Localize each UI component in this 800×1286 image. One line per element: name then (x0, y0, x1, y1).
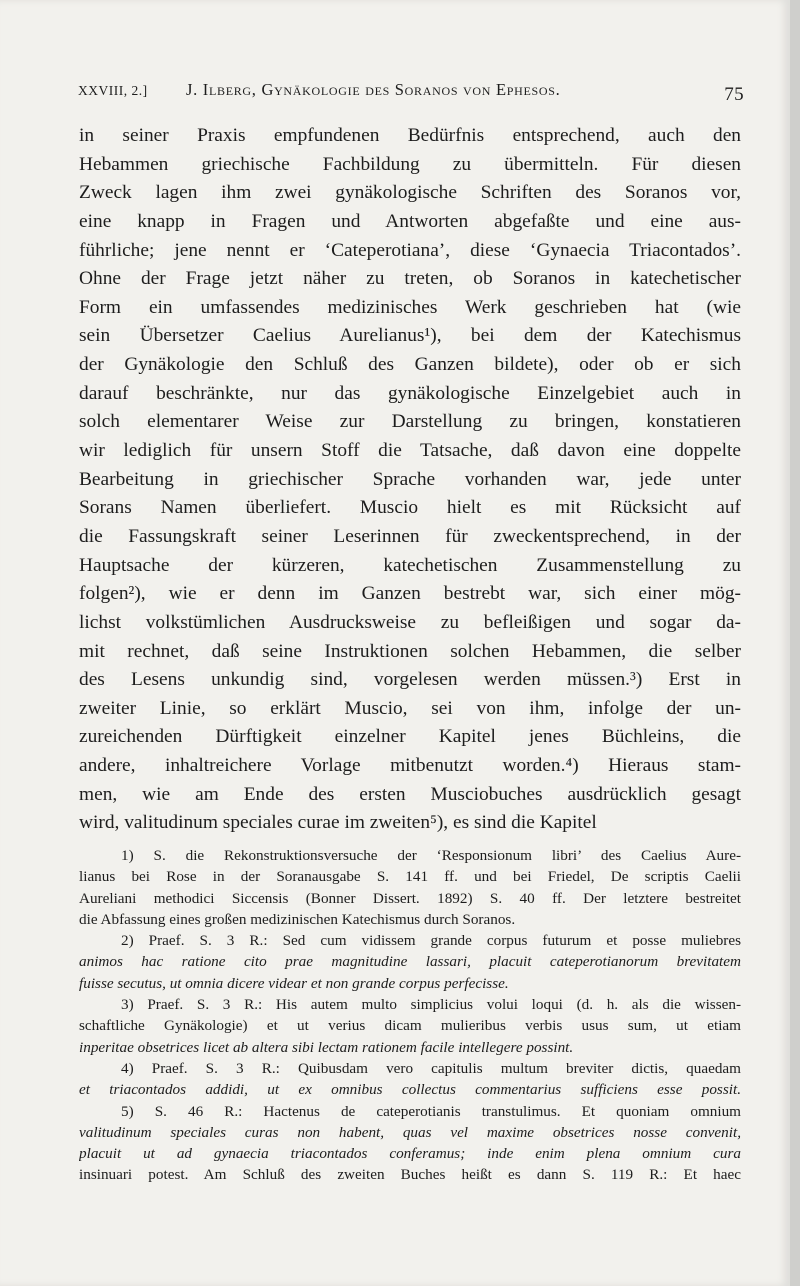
main-text (79, 122, 741, 838)
page-number: 75 (724, 84, 744, 105)
text-line: andere, inhaltreichere Vorlage mitbenutzt worden.⁴) Hieraus stam- (79, 755, 741, 777)
text-line: Sorans Namen überliefert. Muscio hielt es mit Rücksicht auf (79, 497, 741, 519)
text-line: der Gynäkologie den Schluß des Ganzen bildete), oder ob er sich (79, 354, 741, 376)
text-line: Hauptsache der kürzeren, katechetischen Zusammenstellung zu (79, 554, 741, 576)
text-line: Form ein umfassendes medizinisches Werk geschrieben hat (wie (79, 296, 741, 318)
footnote-line: inperitae obsetrices licet ab altera sibi lectam rationem facile intellegere possint. (79, 1038, 574, 1056)
text-line: mit rechnet, daß seine Instruktionen solchen Hebammen, die selber (79, 640, 741, 662)
text-line: Ohne der Frage jetzt näher zu treten, ob Soranos in katechetischer (79, 268, 741, 290)
footnote-line: valitudinum speciales curas non habent, quas vel maxime obsetrices nosse convenit, (79, 1123, 741, 1141)
text-line: folgen²), wie er denn im Ganzen bestrebt war, sich einer mög- (79, 583, 741, 605)
footnote-line: Aureliani methodici Siccensis (Bonner Dissert. 1892) S. 40 ff. Der letztere bestreitet (79, 889, 741, 907)
text-line: wir lediglich für unsern Stoff die Tatsache, daß davon eine doppelte (79, 440, 741, 462)
footnote-line: schaftliche Gynäkologie) et ut verius dicam mulieribus verbis usus sum, ut etiam (79, 1017, 741, 1035)
footnote-line: 3) Praef. S. 3 R.: His autem multo simplicius volui loqui (d. h. als die wissen- (121, 996, 741, 1014)
text-line: Bearbeitung in griechischer Sprache vorhanden war, jede unter (79, 468, 741, 490)
text-line: Hebammen griechische Fachbildung zu übermitteln. Für diesen (79, 153, 741, 175)
text-line: Zweck lagen ihm zwei gynäkologische Schriften des Soranos vor, (79, 182, 741, 204)
text-line: sein Übersetzer Caelius Aurelianus¹), bei dem der Katechismus (79, 325, 741, 347)
footnote-line: 2) Praef. S. 3 R.: Sed cum vidissem grande corpus futurum et posse muliebres (121, 932, 741, 950)
footnote-line: insinuari potest. Am Schluß des zweiten Buches heißt es dann S. 119 R.: Et haec (79, 1166, 741, 1184)
text-line: des Lesens unkundig sind, vorgelesen werden müssen.³) Erst in (79, 669, 741, 691)
footnote-line: 5) S. 46 R.: Hactenus de cateperotianis transtulimus. Et quoniam omnium (121, 1102, 741, 1120)
text-line: in seiner Praxis empfundenen Bedürfnis entsprechend, auch den (79, 125, 741, 146)
footnote-line: lianus bei Rose in der Soranausgabe S. 141 ff. und bei Friedel, De scriptis Caelii (79, 868, 741, 886)
text-line: die Fassungskraft seiner Leserinnen für zweckentsprechend, in der (79, 525, 741, 547)
text-line: führliche; jene nennt er ‘Cateperotiana’, diese ‘Gynaecia Triacontados’. (79, 239, 741, 261)
text-line: men, wie am Ende des ersten Musciobuches ausdrücklich gesagt (79, 783, 741, 805)
running-head (78, 76, 744, 108)
text-line: lichst volkstümlichen Ausdrucksweise zu befleißigen und sogar da- (79, 611, 741, 633)
footnote-line: 1) S. die Rekonstruktionsversuche der ‘Responsionum libri’ des Caelius Aure- (121, 847, 741, 864)
footnotes (79, 845, 741, 1186)
running-head-title: J. Ilberg, Gynäkologie des Soranos von Ephesos. (186, 80, 561, 99)
text-line: wird, valitudinum speciales curae im zweiten⁵), es sind die Kapitel (79, 812, 597, 834)
footnote-line: et triacontados addidi, ut ex omnibus collectus commentarius sufficiens esse possit. (79, 1081, 741, 1099)
text-line: solch elementarer Weise zur Darstellung zu bringen, konstatieren (79, 411, 741, 433)
footnote-line: animos hac ratione cito prae magnitudine lassari, placuit cateperotianorum brevitatem (79, 953, 741, 971)
footnote-line: 4) Praef. S. 3 R.: Quibusdam vero capitulis multum breviter dictis, quaedam (121, 1059, 741, 1077)
footnote-line: fuisse secutus, ut omnia dicere videar et non grande corpus perfecisse. (79, 974, 509, 992)
text-line: darauf beschränkte, nur das gynäkologische Einzelgebiet auch in (79, 382, 741, 404)
volume-reference: XXVIII, 2.] (78, 83, 148, 98)
text-line: zureichenden Dürftigkeit einzelner Kapitel jenes Büchleins, die (79, 726, 741, 748)
footnote-line: placuit ut ad gynaecia triacontados conferamus; inde enim plena omnium cura (79, 1145, 741, 1163)
footnote-line: die Abfassung eines großen medizinischen Katechismus durch Soranos. (79, 910, 516, 928)
text-line: zweiter Linie, so erklärt Muscio, sei von ihm, infolge der un- (79, 697, 741, 719)
text-line: eine knapp in Fragen und Antworten abgefaßte und eine aus- (79, 210, 741, 232)
